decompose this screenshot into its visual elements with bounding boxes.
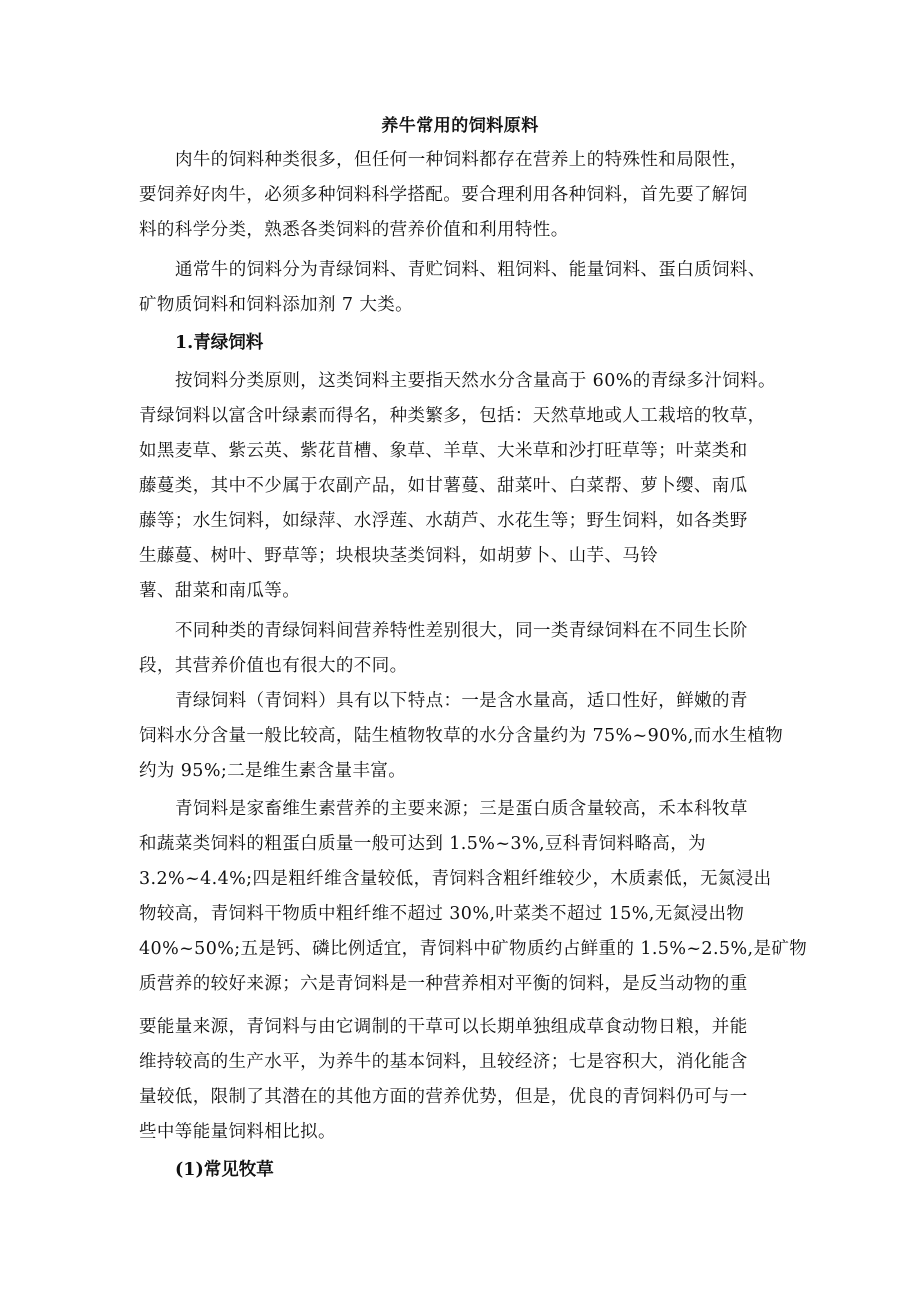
paragraph-line: 40%~50%;五是钙、磷比例适宜，青饲料中矿物质约占鲜重的 1.5%~2.5%,是矿物 bbox=[139, 939, 808, 959]
paragraph-line: 要能量来源，青饲料与由它调制的干草可以长期单独组成草食动物日粮，并能 bbox=[139, 1017, 748, 1037]
paragraph-line: 量较低，限制了其潜在的其他方面的营养优势，但是，优良的青饲料仍可与一 bbox=[139, 1087, 748, 1107]
paragraph-line: 藤等；水生饲料，如绿萍、水浮莲、水葫芦、水花生等；野生饲料，如各类野 bbox=[139, 511, 748, 531]
paragraph-line: 不同种类的青绿饲料间营养特性差别很大，同一类青绿饲料在不同生长阶 bbox=[175, 621, 748, 641]
paragraph-line: 质营养的较好来源；六是青饲料是一种营养相对平衡的饲料，是反当动物的重 bbox=[139, 974, 748, 994]
paragraph-line: 薯、甜菜和南瓜等。 bbox=[139, 581, 301, 601]
paragraph-line: 肉牛的饲料种类很多，但任何一种饲料都存在营养上的特殊性和局限性， bbox=[175, 150, 748, 170]
paragraph-line: 通常牛的饲料分为青绿饲料、青贮饲料、粗饲料、能量饲料、蛋白质饲料、 bbox=[175, 260, 766, 280]
paragraph-line: 如黑麦草、紫云英、紫花苜槽、象草、羊草、大米草和沙打旺草等；叶菜类和 bbox=[139, 441, 748, 461]
paragraph-line: 段，其营养价值也有很大的不同。 bbox=[139, 656, 408, 676]
paragraph-line: 青绿饲料（青饲料）具有以下特点：一是含水量高，适口性好，鲜嫩的青 bbox=[175, 691, 748, 711]
paragraph-line: 藤蔓类，其中不少属于农副产品，如甘薯蔓、甜菜叶、白菜帮、萝卜缨、南瓜 bbox=[139, 476, 748, 496]
paragraph-line: 按饲料分类原则，这类饲料主要指天然水分含量高于 60%的青绿多汁饲料。 bbox=[175, 371, 776, 391]
paragraph-line: 约为 95%;二是维生素含量丰富。 bbox=[139, 761, 407, 781]
document-title: 养牛常用的饲料原料 bbox=[381, 116, 539, 136]
paragraph-line: 维持较高的生产水平，为养牛的基本饲料，且较经济；七是容积大，消化能含 bbox=[139, 1052, 748, 1072]
paragraph-line: 青饲料是家畜维生素营养的主要来源；三是蛋白质含量较高，禾本科牧草 bbox=[175, 799, 748, 819]
paragraph-line: 物较高，青饲料干物质中粗纤维不超过 30%,叶菜类不超过 15%,无氮浸出物 bbox=[139, 904, 745, 924]
paragraph-line: 青绿饲料以富含叶绿素而得名，种类繁多，包括：天然草地或人工栽培的牧草， bbox=[139, 406, 766, 426]
paragraph-line: 饲料水分含量一般比较高，陆生植物牧草的水分含量约为 75%~90%,而水生植物 bbox=[139, 726, 784, 746]
paragraph-line: 和蔬菜类饲料的粗蛋白质量一般可达到 1.5%~3%,豆科青饲料略高，为 bbox=[139, 834, 707, 854]
paragraph-line: 料的科学分类，熟悉各类饲料的营养价值和利用特性。 bbox=[139, 220, 569, 240]
section-heading: 1.青绿饲料 bbox=[175, 333, 264, 353]
subsection-heading: (1)常见牧草 bbox=[175, 1160, 274, 1180]
paragraph-line: 些中等能量饲料相比拟。 bbox=[139, 1122, 336, 1142]
paragraph-line: 3.2%~4.4%;四是粗纤维含量较低，青饲料含粗纤维较少，木质素低，无氮浸出 bbox=[139, 869, 772, 889]
paragraph-line: 生藤蔓、树叶、野草等；块根块茎类饲料，如胡萝卜、山芋、马铃 bbox=[139, 546, 659, 566]
paragraph-line: 矿物质饲料和饲料添加剂 7 大类。 bbox=[139, 295, 414, 315]
paragraph-line: 要饲养好肉牛，必须多种饲料科学搭配。要合理利用各种饲料，首先要了解饲 bbox=[139, 185, 748, 205]
